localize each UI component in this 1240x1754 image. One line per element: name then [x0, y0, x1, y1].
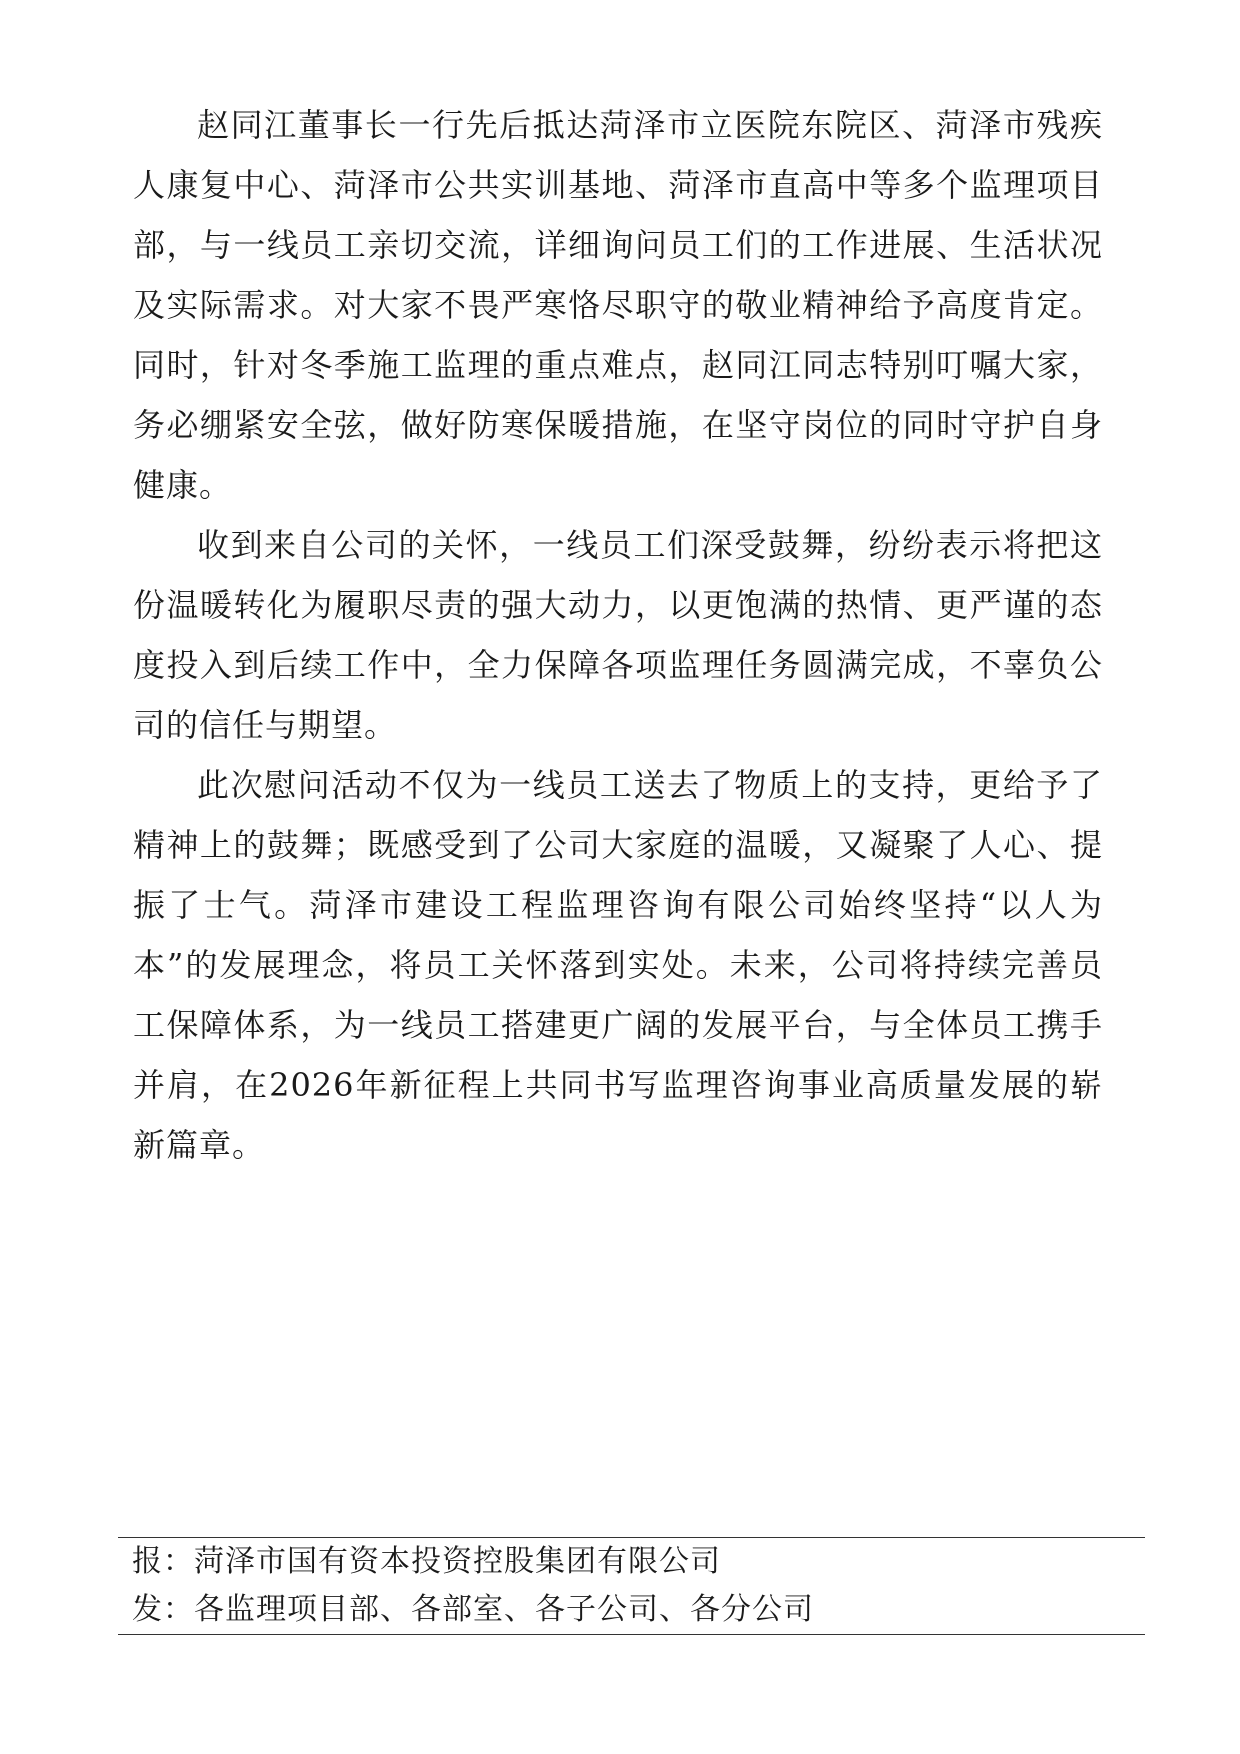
send-label: 发： — [132, 1592, 194, 1627]
footer-bottom-rule — [118, 1634, 1145, 1635]
document-body — [133, 95, 1103, 1175]
paragraph-2: 收到来自公司的关怀，一线员工们深受鼓舞，纷纷表示将把这份温暖转化为履职尽责的强大动力，以更饱满的热情、更严谨的态度投入到后续工作中，全力保障各项监理任务圆满完成，不辜负公司的信任与期望。 — [133, 526, 1103, 744]
paragraph-1: 赵同江董事长一行先后抵达菏泽市立医院东院区、菏泽市残疾人康复中心、菏泽市公共实训基地、菏泽市直高中等多个监理项目部，与一线员工亲切交流，详细询问员工们的工作进展、生活状况及实际需求。对大家不畏严寒恪尽职守的敬业精神给予高度肯定。同时，针对冬季施工监理的重点难点，赵同江同志特别叮嘱大家，务必绷紧安全弦，做好防寒保暖措施，在坚守岗位的同时守护自身健康。 — [133, 106, 1103, 504]
paragraph-3: 此次慰问活动不仅为一线员工送去了物质上的支持，更给予了精神上的鼓舞；既感受到了公司大家庭的温暖，又凝聚了人心、提振了士气。菏泽市建设工程监理咨询有限公司始终坚持“以人为本”的发展理念，将员工关怀落到实处。未来，公司将持续完善员工保障体系，为一线员工搭建更广阔的发展平台，与全体员工携手并肩，在2026年新征程上共同书写监理咨询事业高质量发展的崭新篇章。 — [133, 766, 1103, 1164]
send-recipients: 各监理项目部、各部室、各子公司、各分公司 — [194, 1592, 814, 1627]
report-label: 报： — [132, 1544, 194, 1579]
send-to-line — [118, 1586, 1145, 1634]
report-recipient: 菏泽市国有资本投资控股集团有限公司 — [194, 1544, 721, 1579]
distribution-footer — [118, 1537, 1145, 1635]
report-to-line — [118, 1538, 1145, 1586]
